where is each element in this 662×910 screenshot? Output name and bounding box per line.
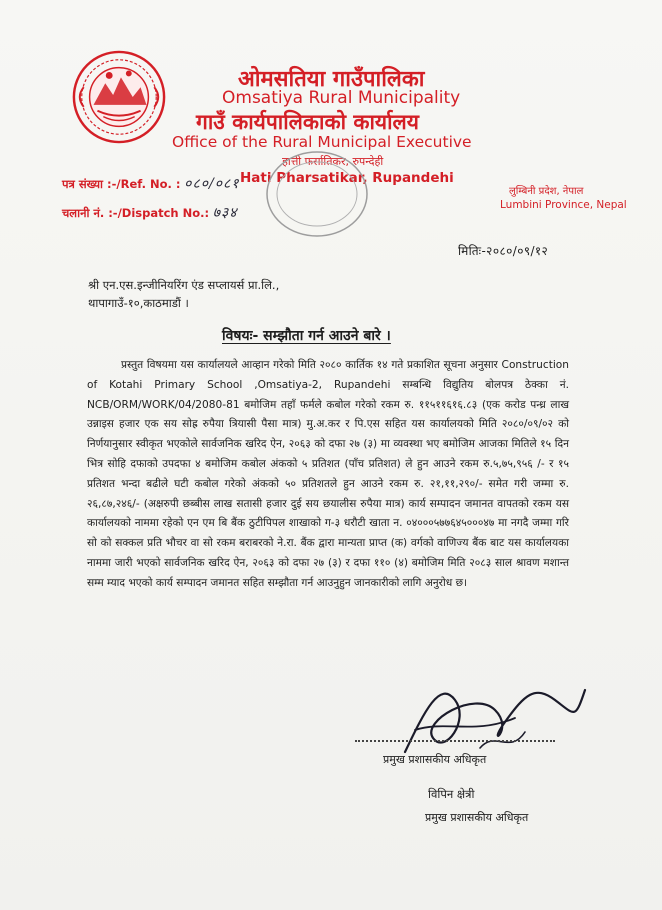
office-name-english: Omsatiya Rural Municipality xyxy=(222,88,461,108)
signatory-title-printed: प्रमुख प्रशासकीय अधिकृत xyxy=(425,811,529,824)
dispatch-row xyxy=(62,203,238,222)
province-nepali: लुम्बिनी प्रदेश, नेपाल xyxy=(509,186,584,197)
reference-label: पत्र संख्या :-/Ref. No. : xyxy=(62,177,181,191)
dispatch-value: ७३४ xyxy=(212,205,238,221)
reference-value: ०८०/०८१ xyxy=(184,176,240,192)
recipient-name: श्री एन.एस.इन्जीनियरिंग एंड सप्लायर्स प्रा.लि., xyxy=(88,278,280,292)
signatory-title: प्रमुख प्रशासकीय अधिकृत xyxy=(383,753,487,766)
recipient-address: थापागाउँ-१०,काठमाडौं । xyxy=(88,296,189,310)
reference-row xyxy=(62,174,240,193)
address-nepali: हात्ती फर्सातिकर, रुपन्देही xyxy=(282,155,384,168)
signatory-name: विपिन क्षेत्री xyxy=(428,787,475,801)
executive-office-english: Office of the Rural Municipal Executive xyxy=(172,133,472,151)
letter-subject: विषयः- सम्झौता गर्न आउने बारे । xyxy=(222,328,391,344)
body-paragraph: प्रस्तुत विषयमा यस कार्यालयले आव्हान गरेको मिति २०८० कार्तिक १४ गते प्रकाशित सूचना अनुसार Construction of Kotahi Primary School ,Omsatiya-2, Rupandehi सम्बन्धि विद्युतिय बोलपत्र ठेक्का नं. NCB/ORM/WORK/04/2080-81 बमोजिम तहाँ फर्मले कबोल गरेको रकम रु. ११५११६१६.८३ (एक करोड पन्ध्र लाख उन्नाइस हजार एक सय सोह्र रुपैया त्रियासी पैसा मात्र) मु.अ.कर र पि.एस सहित यस कार्यालयको मिति २०८०/०९/०२ को निर्णयानुसार स्वीकृत भएकोले सार्वजनिक खरिद ऐन, २०६३ को दफा २७ (३) मा व्यवस्था भए बमोजिम आजका मितिले १५ दिन भित्र सोहि दफाको उपदफा ४ बमोजिम कबोल अंकको ५ प्रतिशत (पाँच प्रतिशत) ले हुन आउने रकम रु.५,७५,९५६ /- र १५ प्रतिशत भन्दा बढीले घटी कबोल गरेको अंकको ५० प्रतिशतले हुन आउने रकम रु. २१,११,२९०/- समेत गरी जम्मा रु. २६,८७,२४६/- (अक्षरुपी छब्बीस लाख सतासी हजार दुई सय छयालीस रुपैया मात्र) कार्य सम्पादन जमानत वापतको रकम यस कार्यालयको नाममा रहेको एन एम बि बैंक ठुटीपिपल शाखाको ग-३ धरौटी खाता न. ०४०००५७७६४५०००४७ मा नगदै जम्मा गरि सो को सक्कल प्रति भौचर वा सो रकम बराबरको ने.रा. बैंक द्वारा मान्यता प्राप्त (क) वर्गको वाणिज्य बैंक बाट यस कार्यालयका नाममा जारी भएको सार्वजनिक खरिद ऐन, २०६३ को दफा २७ (३) र दफा ११० (४) बमोजिम मिति २०८३ साल श्रावण मशान्त सम्म म्याद भएको कार्य सम्पादन जमानत सहित सम्झौता गर्न आउनुहुन जानकारीको लागि अनुरोध छ। xyxy=(87,359,569,589)
executive-office-nepali: गाउँ कार्यपालिकाको कार्यालय xyxy=(196,110,419,134)
dispatch-label: चलानी नं. :-/Dispatch No.: xyxy=(62,206,210,220)
letter-date: मितिः-२०८०/०९/१२ xyxy=(458,244,549,258)
letter-body xyxy=(87,356,569,594)
office-name-nepali: ओमसतिया गाउँपालिका xyxy=(238,67,425,92)
signature-line xyxy=(355,740,555,742)
municipality-emblem-icon xyxy=(70,48,168,146)
stamp-circle-icon xyxy=(262,148,372,240)
office-stamp xyxy=(262,148,372,240)
address-english: Hati Pharsatikar, Rupandehi xyxy=(240,170,454,186)
province-english: Lumbini Province, Nepal xyxy=(500,199,627,211)
